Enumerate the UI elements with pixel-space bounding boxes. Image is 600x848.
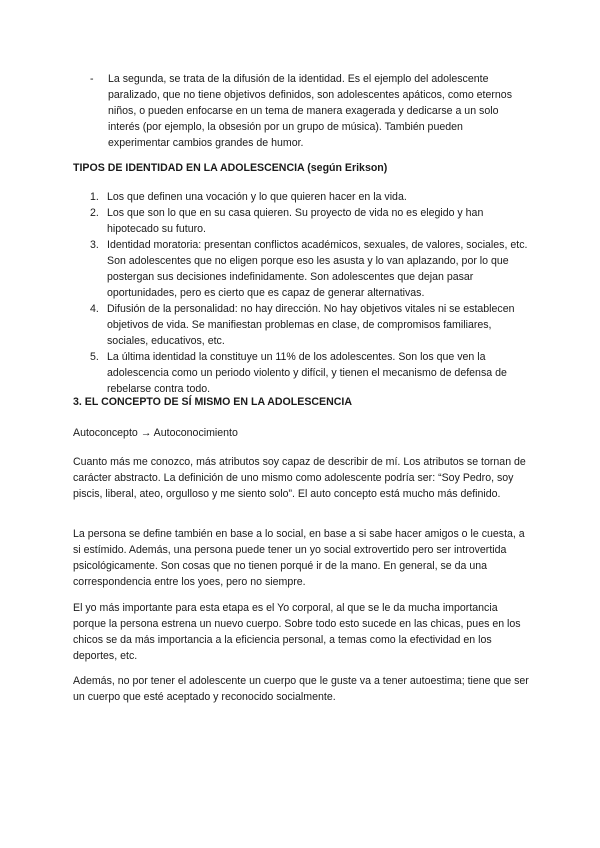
item-number: 5. bbox=[90, 351, 99, 363]
section3-heading: 3. EL CONCEPTO DE SÍ MISMO EN LA ADOLESCENCIA bbox=[73, 396, 353, 408]
list-item bbox=[90, 189, 530, 205]
tipos-list bbox=[90, 189, 530, 397]
paragraph-autoconocimiento: Cuanto más me conozco, más atributos soy capaz de describir de mí. Los atributos se tornan de carácter abstracto. La definición de uno mismo como adolescente podría ser: “Soy Pedro, soy piscis, liberal, ateo, orgulloso y me siento solo”. El auto concepto está mucho más definido. bbox=[73, 456, 526, 500]
list-item bbox=[90, 349, 530, 397]
item-text: Difusión de la personalidad: no hay dirección. No hay objetivos vitales ni se establecen objetivos de vida. Se manifiestan problemas en clase, de compromisos familiares, sociales, educativos, etc. bbox=[107, 303, 515, 347]
dash-marker: - bbox=[90, 73, 94, 85]
autoconcepto-line: Autoconcepto → Autoconocimiento bbox=[73, 427, 238, 439]
paragraph-autoestima: Además, no por tener el adolescente un cuerpo que le guste va a tener autoestima; tiene que ser un cuerpo que esté aceptado y reconocido socialmente. bbox=[73, 675, 529, 703]
tipos-heading: TIPOS DE IDENTIDAD EN LA ADOLESCENCIA (según Erikson) bbox=[73, 162, 388, 174]
difusion-text: La segunda, se trata de la difusión de la identidad. Es el ejemplo del adolescente paralizado, que no tiene objetivos definidos, son adolescentes apáticos, como eternos niños, o pueden enfocarse en un tema de manera exagerada y dedicarse a un solo interés (por ejemplo, la obsesión por un grupo de música). También pueden experimentar cambios grandes de humor. bbox=[108, 73, 513, 149]
item-text: Identidad moratoria: presentan conflictos académicos, sexuales, de valores, sociales, etc. Son adolescentes que no eligen porque eso les asusta y lo van aplazando, por lo que postergan sus decisiones indefinidamente. Son adolescentes que dejan pasar oportunidades, pero es cierto que es capaz de generar alternativas. bbox=[107, 239, 528, 299]
item-number: 3. bbox=[90, 239, 99, 251]
list-item bbox=[90, 205, 530, 237]
item-text: Los que definen una vocación y lo que quieren hacer en la vida. bbox=[107, 191, 407, 203]
item-number: 1. bbox=[90, 191, 99, 203]
list-item bbox=[90, 237, 530, 301]
item-text: Los que son lo que en su casa quieren. Su proyecto de vida no es elegido y han hipotecado su futuro. bbox=[107, 207, 484, 235]
paragraph-yo-corporal: El yo más importante para esta etapa es el Yo corporal, al que se le da mucha importancia porque la persona estrena un nuevo cuerpo. Sobre todo esto sucede en las chicas, pues en los chicos se da más importancia a la eficiencia personal, a temas como la efectividad en los deportes, etc. bbox=[73, 602, 521, 662]
paragraph-social: La persona se define también en base a lo social, en base a si sabe hacer amigos o le cuesta, a si estímido. Además, una persona puede tener un yo social extrovertido pero ser introvertida psicológicamente. Son cosas que no tienen porqué ir de la mano. En general, se da una correspondencia entre los yoes, pero no siempre. bbox=[73, 528, 525, 588]
item-number: 4. bbox=[90, 303, 99, 315]
item-text: La última identidad la constituye un 11% de los adolescentes. Son los que ven la adolescencia como un periodo violento y difícil, y tienen el mecanismo de defensa de rebelarse contra todo. bbox=[107, 351, 507, 395]
item-number: 2. bbox=[90, 207, 99, 219]
list-item bbox=[90, 301, 530, 349]
